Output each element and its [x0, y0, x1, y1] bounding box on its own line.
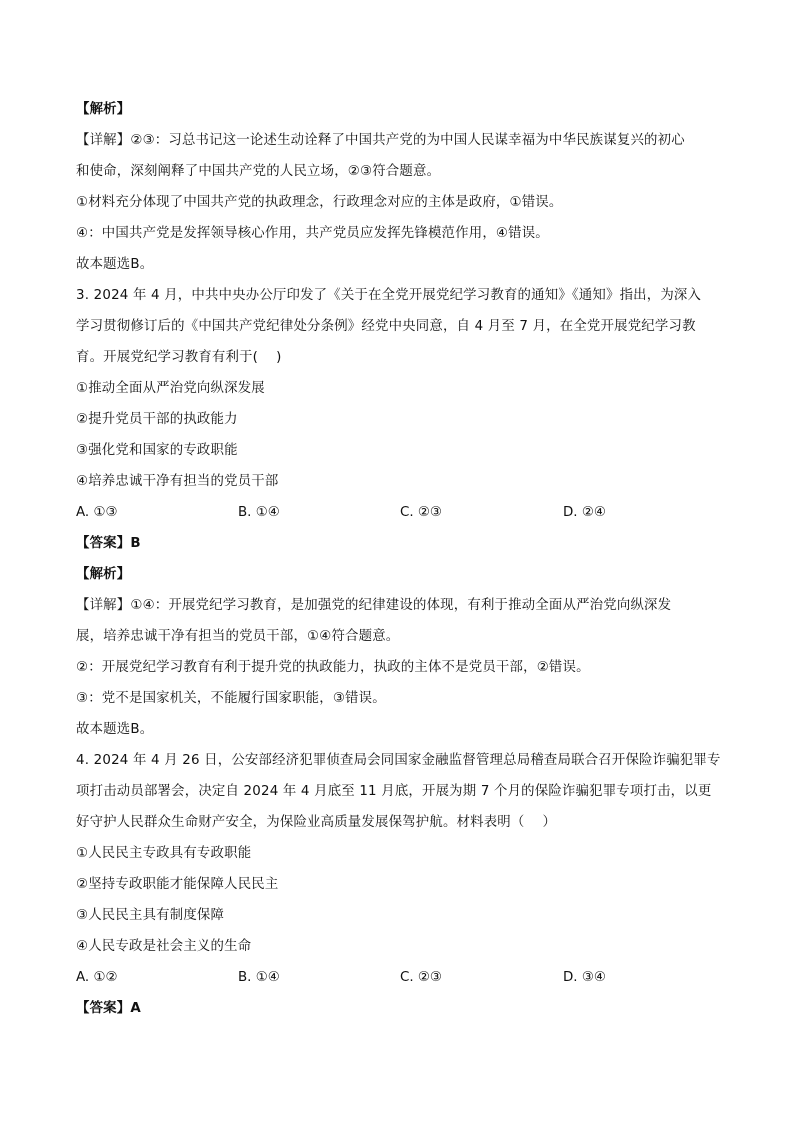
question-stem: 项打击动员部署会，决定自 2024 年 4 月底至 11 月底，开展为期 7 个月的保险诈骗犯罪专项打击，以更: [76, 784, 712, 799]
option-a: A. ①③: [76, 505, 118, 520]
conclusion: 故本题选B。: [76, 257, 154, 272]
conclusion: 故本题选B。: [76, 722, 154, 737]
statement-item: ②提升党员干部的执政能力: [76, 412, 238, 427]
detail-line: ④：中国共产党是发挥领导核心作用，共产党员应发挥先锋模范作用，④错误。: [76, 226, 549, 241]
detail-line: ③：党不是国家机关，不能履行国家职能，③错误。: [76, 691, 386, 706]
option-b: B. ①④: [238, 970, 280, 985]
question-stem: 育。开展党纪学习教育有利于( ): [76, 350, 282, 365]
statement-item: ②坚持专政职能才能保障人民民主: [76, 877, 279, 892]
detail-line: 【详解】①④：开展党纪学习教育，是加强党的纪律建设的体现，有利于推动全面从严治党向纵深发: [76, 598, 672, 613]
detail-line: ①材料充分体现了中国共产党的执政理念，行政理念对应的主体是政府，①错误。: [76, 195, 563, 210]
detail-line: 和使命，深刻阐释了中国共产党的人民立场，②③符合题意。: [76, 164, 441, 179]
statement-item: ①推动全面从严治党向纵深发展: [76, 381, 265, 396]
question-stem: 好守护人民群众生命财产安全，为保险业高质量发展保驾护航。材料表明（ ）: [76, 815, 557, 830]
analysis-label: 【解析】: [76, 102, 131, 117]
statement-item: ④培养忠诚干净有担当的党员干部: [76, 474, 279, 489]
answer-label: 【答案】A: [76, 1001, 141, 1016]
detail-line: ②：开展党纪学习教育有利于提升党的执政能力，执政的主体不是党员干部，②错误。: [76, 660, 590, 675]
statement-item: ①人民民主专政具有专政职能: [76, 846, 252, 861]
option-c: C. ②③: [400, 505, 442, 520]
detail-line: 【详解】②③：习总书记这一论述生动诠释了中国共产党的为中国人民谋幸福为中华民族谋复兴的初心: [76, 133, 685, 148]
question-stem: 3. 2024 年 4 月，中共中央办公厅印发了《关于在全党开展党纪学习教育的通知》《通知》指出，为深入: [76, 288, 702, 303]
option-c: C. ②③: [400, 970, 442, 985]
option-d: D. ③④: [563, 970, 606, 985]
question-stem: 4. 2024 年 4 月 26 日，公安部经济犯罪侦查局会同国家金融监督管理总局稽查局联合召开保险诈骗犯罪专: [76, 753, 721, 768]
statement-item: ③强化党和国家的专政职能: [76, 443, 238, 458]
option-b: B. ①④: [238, 505, 280, 520]
detail-line: 展，培养忠诚干净有担当的党员干部，①④符合题意。: [76, 629, 400, 644]
answer-label: 【答案】B: [76, 536, 141, 551]
option-d: D. ②④: [563, 505, 606, 520]
option-a: A. ①②: [76, 970, 118, 985]
question-stem: 学习贯彻修订后的《中国共产党纪律处分条例》经党中央同意，自 4 月至 7 月，在全党开展党纪学习教: [76, 319, 696, 334]
analysis-label: 【解析】: [76, 567, 131, 582]
statement-item: ③人民民主具有制度保障: [76, 908, 225, 923]
statement-item: ④人民专政是社会主义的生命: [76, 939, 252, 954]
